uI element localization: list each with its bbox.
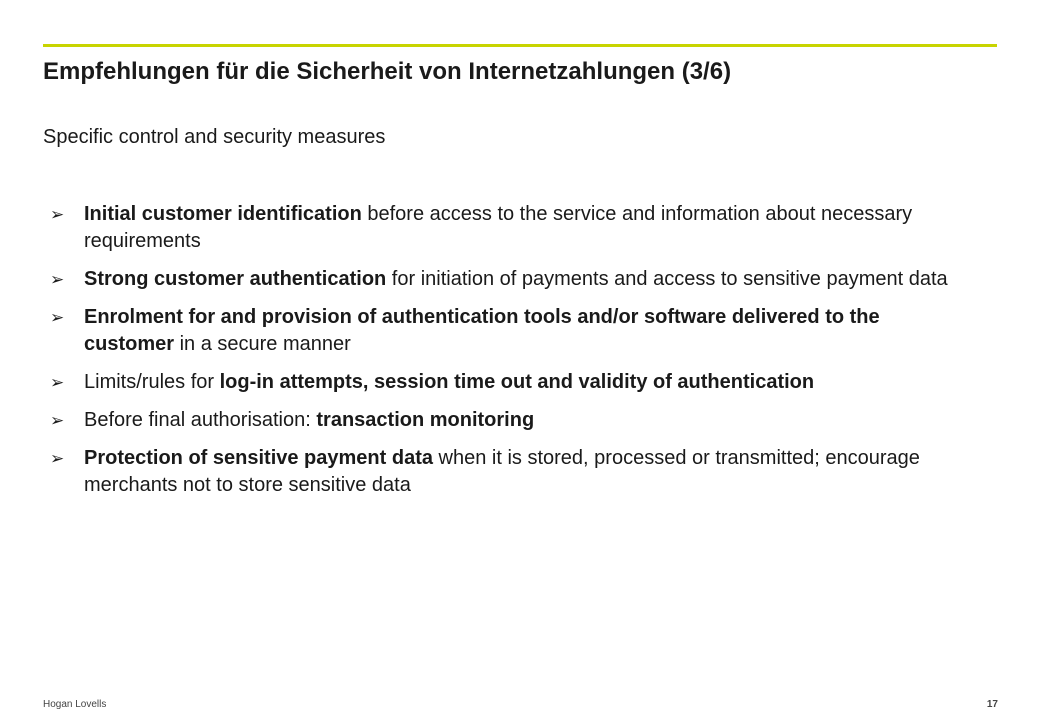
arrow-right-icon: ➢ — [50, 205, 65, 224]
bullet-item — [50, 369, 950, 396]
bullet-item — [50, 266, 950, 293]
footer-company: Hogan Lovells — [43, 699, 107, 710]
bullet-text: before access to the service and information about necessary requirements — [84, 203, 913, 252]
bullet-bold-text: Protection of sensitive payment data — [84, 447, 433, 469]
bullet-text: for initiation of payments and access to sensitive payment data — [386, 268, 948, 290]
bullet-bold-text: Enrolment for and provision of authentication tools and/or software delivered to the customer — [84, 306, 880, 355]
slide-title: Empfehlungen für die Sicherheit von Internetzahlungen (3/6) — [43, 58, 732, 85]
top-accent-rule — [43, 44, 997, 47]
bullet-item — [50, 445, 950, 499]
bullet-bold-text: Strong customer authentication — [84, 268, 387, 290]
arrow-right-icon: ➢ — [50, 449, 65, 468]
bullet-text: Before final authorisation: — [84, 409, 317, 431]
bullet-item — [50, 201, 950, 255]
bullet-list — [50, 201, 950, 510]
bullet-item — [50, 407, 950, 434]
bullet-text: Limits/rules for — [84, 371, 220, 393]
arrow-right-icon: ➢ — [50, 373, 65, 392]
bullet-text: when it is stored, processed or transmitted; encourage merchants not to store sensitive data — [84, 447, 920, 496]
slide-subtitle: Specific control and security measures — [43, 126, 386, 148]
arrow-right-icon: ➢ — [50, 308, 65, 327]
bullet-bold-text: Initial customer identification — [84, 203, 362, 225]
bullet-bold-text: transaction monitoring — [316, 409, 535, 431]
arrow-right-icon: ➢ — [50, 411, 65, 430]
bullet-text: in a secure manner — [174, 333, 351, 355]
page-number: 17 — [986, 699, 998, 710]
bullet-item — [50, 304, 950, 358]
arrow-right-icon: ➢ — [50, 270, 65, 289]
bullet-bold-text: log-in attempts, session time out and validity of authentication — [219, 371, 815, 393]
